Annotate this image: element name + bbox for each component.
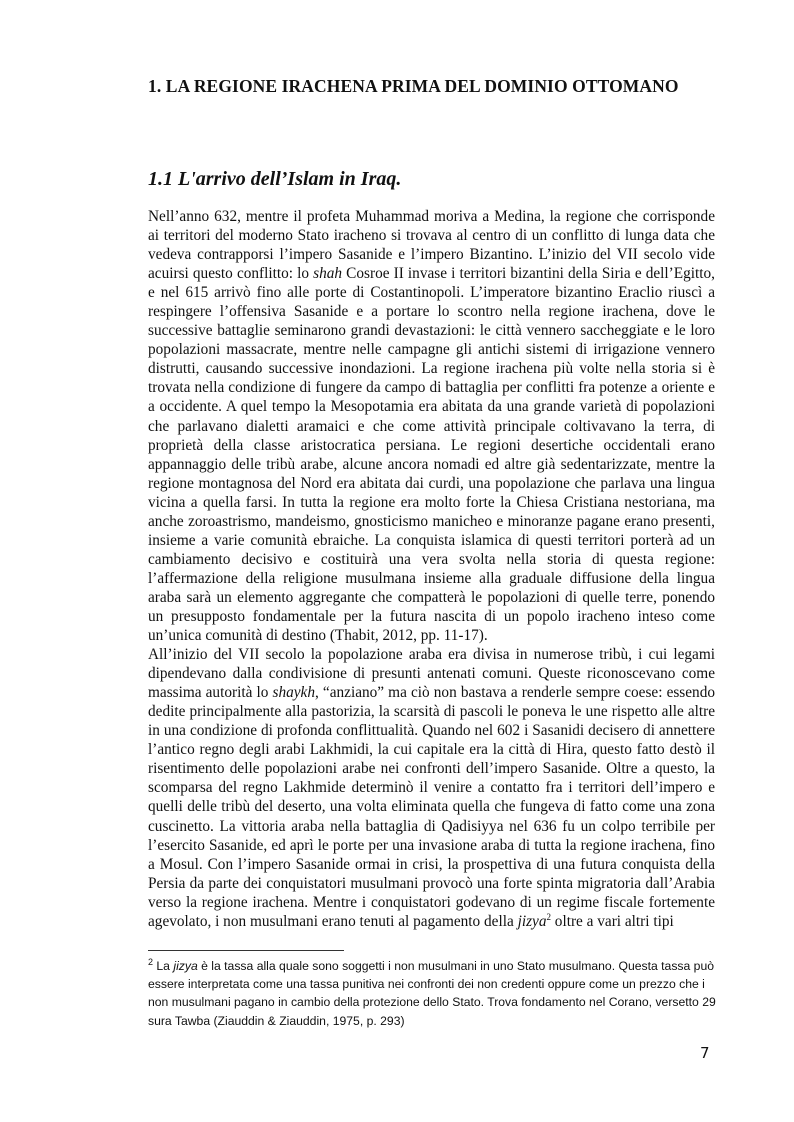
paragraph-1-text-b: Cosroe II invase i territori bizantini della Siria e dell’Egitto, e nel 615 arrivò fino alle porte di Costantinopoli. L’imperatore bizantino Eraclio riuscì a respingere l’offensiva Sasanide e a portare lo scontro nella regione irachena, dove le successive battaglie seminarono grandi devastazioni: le città vennero saccheggiate e le loro popolazioni massacrate, mentre nelle campagne gli antichi sistemi di irrigazione vennero distrutti, causando successive inondazioni. La regione irachena più volte nella storia si è trovata nella condizione di fungere da campo di battaglia per conflitti fra potenze a oriente e a occidente. A quel tempo la Mesopotamia era abitata da una grande varietà di popolazioni che parlavano dialetti aramaici e che come attività principale coltivavano la terra, di proprietà della classe aristocratica persiana. Le regioni desertiche occidentali erano appannaggio delle tribù arabe, alcune ancora nomadi ed altre già sedentarizzate, mentre la regione montagnosa del Nord era abitata dai curdi, una popolazione che parlava una lingua vicina a quella farsi. In tutta la regione era molto forte la Chiesa Cristiana nestoriana, ma anche zoroastrismo, mandeismo, gnosticismo manicheo e minoranze pagane erano presenti, insieme a varie comunità ebraiche. La conquista islamica di questi territori porterà ad un cambiamento decisivo e costituirà una vera svolta nella storia di questa regione: l’affermazione della religione musulmana insieme alla graduale diffusione della lingua araba sarà un elemento aggregante che compatterà le popolazioni di quelle terre, ponendo un presupposto fondamentale per la futura nascita di un popolo iracheno inteso come un’unica comunità di destino (Thabit, 2012, pp. 11-17). <box>148 265 715 645</box>
paragraph-1-text-a: Nell’anno 632, mentre il profeta Muhammad moriva a Medina, la regione che corrisponde ai territori del moderno Stato iracheno si trovava al centro di un conflitto di lunga data che vedeva contrapporsi l’impero Sasanide e l’impero Bizantino. L’inizio del VII secolo vide acuirsi questo conflitto: lo <box>148 208 715 283</box>
term-jizya: jizya <box>517 912 547 930</box>
footnote-term-jizya: jizya <box>173 959 198 973</box>
body-text <box>148 207 715 931</box>
paragraph-2-text-b: , “anziano” ma ciò non bastava a renderle sempre coese: essendo dedite principalmente alla pastorizia, la scarsità di pascoli le poneva le une rispetto alle altre in una condizione di profonda conflittualità. Quando nel 602 i Sasanidi decisero di annettere l’antico regno degli arabi Lakhmidi, la cui capitale era la città di Hira, questo fatto destò il risentimento delle popolazioni arabe nei confronti dell’impero Sasanide. Oltre a questo, la scomparsa del regno Lakhmide determinò il venire a contatto fra i territori dell’impero e quelli delle tribù del deserto, una volta eliminata quella che fungeva di fatto come una zona cuscinetto. La vittoria araba nella battaglia di Qadisiyya nel 636 fu un colpo terribile per l’esercito Sasanide, ed aprì le porte per una invasione araba di tutta la regione irachena, fino a Mosul. Con l’impero Sasanide ormai in crisi, la prospettiva di una futura conquista della Persia da parte dei conquistatori musulmani provocò una forte spinta migratoria dall’Arabia verso la regione irachena. Mentre i conquistatori godevano di un regime fiscale fortemente agevolato, i non musulmani erano tenuti al pagamento della <box>148 684 715 930</box>
paragraph-2-text-c: oltre a vari altri tipi <box>550 912 674 930</box>
term-shah: shah <box>313 265 343 283</box>
footnote-divider <box>148 950 344 951</box>
paragraph-1 <box>148 207 715 645</box>
footnote-text-b: è la tassa alla quale sono soggetti i non musulmani in uno Stato musulmano. Questa tassa può essere interpretata come una tassa punitiva nei confronti dei non credenti oppure come un prezzo che i non musulmani pagano in cambio della protezione dello Stato. Trova fondamento nel Corano, versetto 29 sura Tawba (Ziauddin & Ziauddin, 1975, p. 293) <box>148 959 716 1028</box>
footnote-mark: 2 <box>148 956 154 967</box>
footnote <box>148 957 716 1030</box>
footnote-reference[interactable]: 2 <box>546 911 551 922</box>
chapter-title: 1. LA REGIONE IRACHENA PRIMA DEL DOMINIO OTTOMANO <box>148 76 679 96</box>
page-number: 7 <box>700 1044 710 1062</box>
paragraph-2 <box>148 645 715 931</box>
paragraph-2-text-a: All’inizio del VII secolo la popolazione araba era divisa in numerose tribù, i cui legami dipendevano dalla condivisione di presunti antenati comuni. Queste riconoscevano come massima autorità lo <box>148 646 715 702</box>
term-shaykh: shaykh <box>272 684 315 702</box>
section-title: 1.1 L'arrivo dell’Islam in Iraq. <box>148 168 402 190</box>
footnote-text-a: La <box>153 959 174 973</box>
